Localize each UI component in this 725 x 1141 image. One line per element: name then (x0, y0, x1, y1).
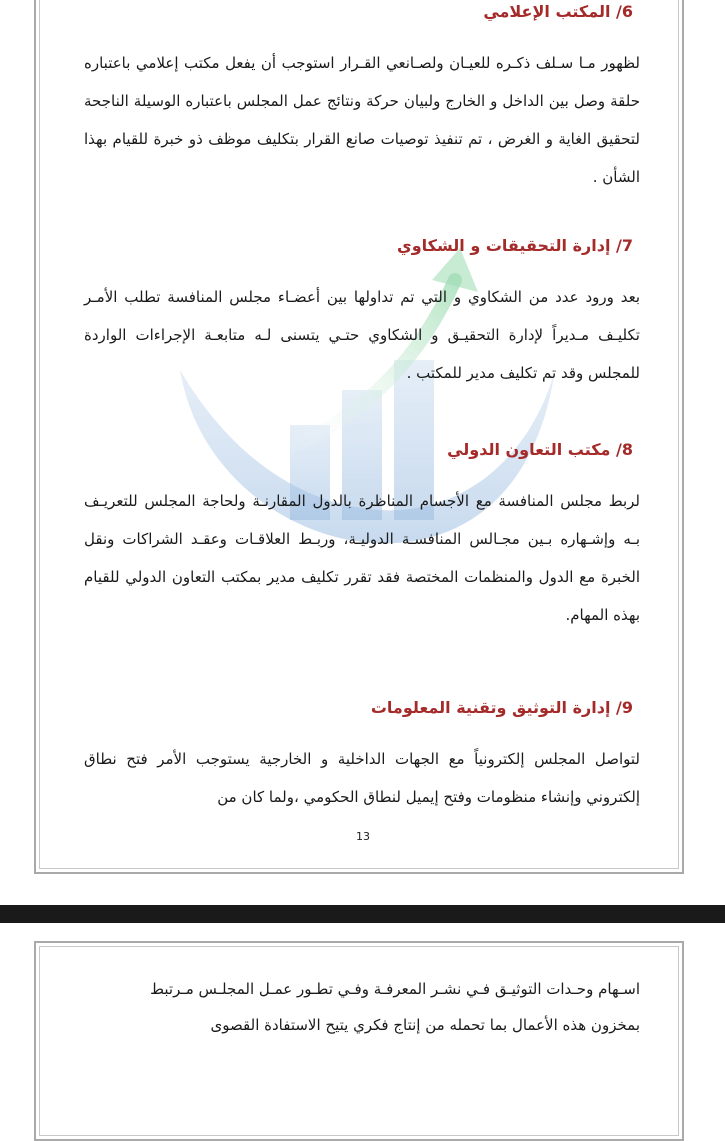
section-body-international-cooperation: لربط مجلس المنافسة مع الأجسام المناظرة بالدول المقارنـة ولحاجة المجلس للتعريـف بـه وإشـهاره بـين مجـالس المنافسـة الدوليـة، وربـط العلاقـات وعقـد الشراكات ونقل الخبرة مع الدول والمنظمات المختصة فقد تقرر تكليف مدير بمكتب التعاون الدولي للقيام بهذه المهام. (84, 492, 640, 624)
page-number: 13 (356, 830, 370, 843)
section-heading-international-cooperation: 8/ مكتب التعاون الدولي (447, 440, 633, 459)
page-separator (0, 905, 725, 923)
next-page-line-2: بمخزون هذه الأعمال بما تحمله من إنتاج فكري يتيح الاستفادة القصوى (210, 1016, 640, 1034)
next-document-page (0, 923, 725, 1034)
section-heading-documentation-it: 9/ إدارة التوثيق وتقنية المعلومات (370, 698, 633, 717)
next-page-line-1: اسـهام وحـدات التوثيـق فـي نشـر المعرفـة وفـي تطـور عمـل المجلـس مـرتبط (150, 980, 640, 998)
section-body-media-office: لظهور مـا سـلف ذكـره للعيـان ولصـانعي القـرار استوجب أن يفعل مكتب إعلامي باعتباره حلقة وصل بين الداخل و الخارج ولبيان حركة ونتائج عمل المجلس باعتباره الوسيلة الناجحة لتحقيق الغاية و الغرض ، تم تنفيذ توصيات صانع القرار بتكليف موظف ذو خبرة للقيام بهذا الشأن . (84, 54, 640, 186)
section-heading-investigations: 7/ إدارة التحقيقات و الشكاوي (397, 236, 633, 255)
section-heading-media-office: 6/ المكتب الإعلامي (483, 2, 633, 21)
section-body-investigations: بعد ورود عدد من الشكاوي و التي تم تداولها بين أعضـاء مجلس المنافسة تطلب الأمـر تكليـف مـديراً لإدارة التحقيـق و الشكاوي حتـي يتسنى لـه متابعـة الإجراءات الواردة للمجلس وقد تم تكليف مدير للمكتب . (84, 288, 640, 382)
section-body-documentation-it: لتواصل المجلس إلكترونياً مع الجهات الداخلية و الخارجية يستوجب الأمر فتح نطاق إلكتروني وإنشاء منظومات وفتح إيميل لنطاق الحكومي ،ولما كان من (84, 750, 640, 806)
